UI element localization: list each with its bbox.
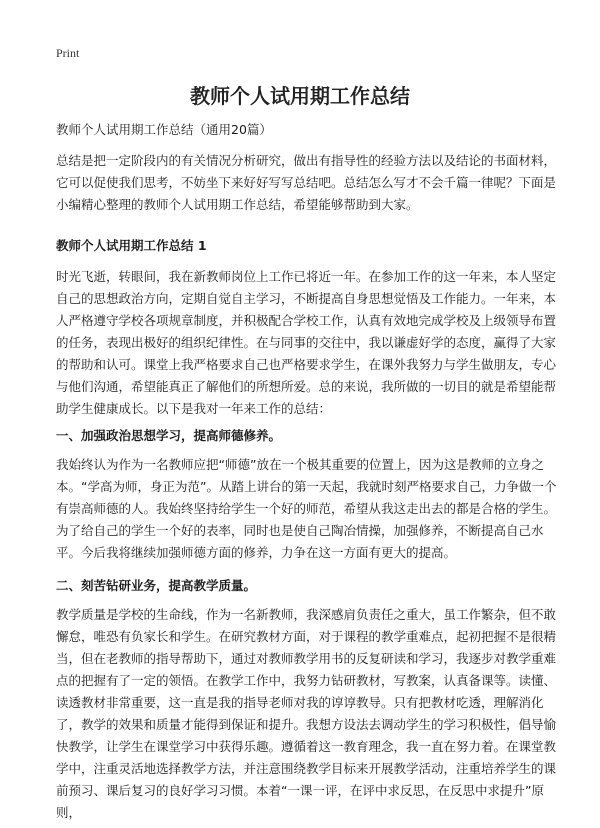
print-link[interactable]: Print [56,46,80,60]
section-heading-2: 一、加强政治思想学习，提高师德修养。 [56,428,282,443]
section-paragraph-2: 我始终认为作为一名教师应把“师德”放在一个极其重要的位置上，因为这是教师的立身之本。“学高为师，身正为范”。从踏上讲台的第一天起，我就时刻严格要求自己，力争做一个有崇高师德的人。我始终坚持给学生一个好的师范，希望从我这走出去的都是合格的学生。为了给自己的学生一个好的表率，同时也是使自己陶冶情操，加强修养，不断提高自己水平。今后我将继续加强师德方面的修养，力争在这一方面有更大的提高。 [56,457,557,560]
section-heading-3: 二、刻苦钻研业务，提高教学质量。 [56,578,257,593]
subtitle: 教师个人试用期工作总结（通用20篇） [56,122,272,137]
section-heading-1: 教师个人试用期工作总结 1 [56,238,207,253]
section-paragraph-3: 教学质量是学校的生命线，作为一名新教师，我深感肩负责任之重大，虽工作繁杂，但不敢懈怠，唯恐有负家长和学生。在研究教材方面，对于课程的教学重难点，起初把握不是很精当，但在老教师的指导帮助下，通过对教师教学用书的反复研读和学习，我逐步对教学重难点的把握有了一定的领悟。在教学工作中，我努力钻研教材，写教案，认真备课等。读懂、读透教材非常重要，这一直是我的指导老师对我的谆谆教导。只有把教材吃透，理解消化了，教学的效果和质量才能得到保证和提升。我想方设法去调动学生的学习积极性，倡导愉快教学，让学生在课堂学习中获得乐趣。遵循着这一教育理念，我一直在努力着。在课堂教学中，注重灵活地选择教学方法，并注意围绕教学目标来开展教学活动，注重培养学生的课前预习、课后复习的良好学习习惯。本着“一课一评，在评中求反思，在反思中求提升”原则， [56,607,557,820]
section-paragraph-1: 时光飞逝，转眼间，我在新教师岗位上工作已将近一年。在参加工作的这一年来，本人坚定自己的思想政治方向，定期自觉自主学习，不断提高自身思想觉悟及工作能力。一年来，本人严格遵守学校各项规章制度，并积极配合学校工作，认真有效地完成学校及上级领导布置的任务，表现出极好的组织纪律性。在与同事的交往中，我以谦虚好学的态度，赢得了大家的帮助和认可。课堂上我严格要求自己也严格要求学生，在课外我努力与学生做朋友，专心与他们沟通，希望能真正了解他们的所想所爱。总的来说，我所做的一切目的就是希望能帮助学生健康成长。以下是我对一年来工作的总结： [56,269,557,416]
intro-paragraph: 总结是把一定阶段内的有关情况分析研究，做出有指导性的经验方法以及结论的书面材料，它可以促使我们思考，不妨坐下来好好写写总结吧。总结怎么写才不会千篇一律呢？下面是小编精心整理的教师个人试用期工作总结，希望能够帮助到大家。 [56,153,557,212]
page-title: 教师个人试用期工作总结 [190,84,410,108]
